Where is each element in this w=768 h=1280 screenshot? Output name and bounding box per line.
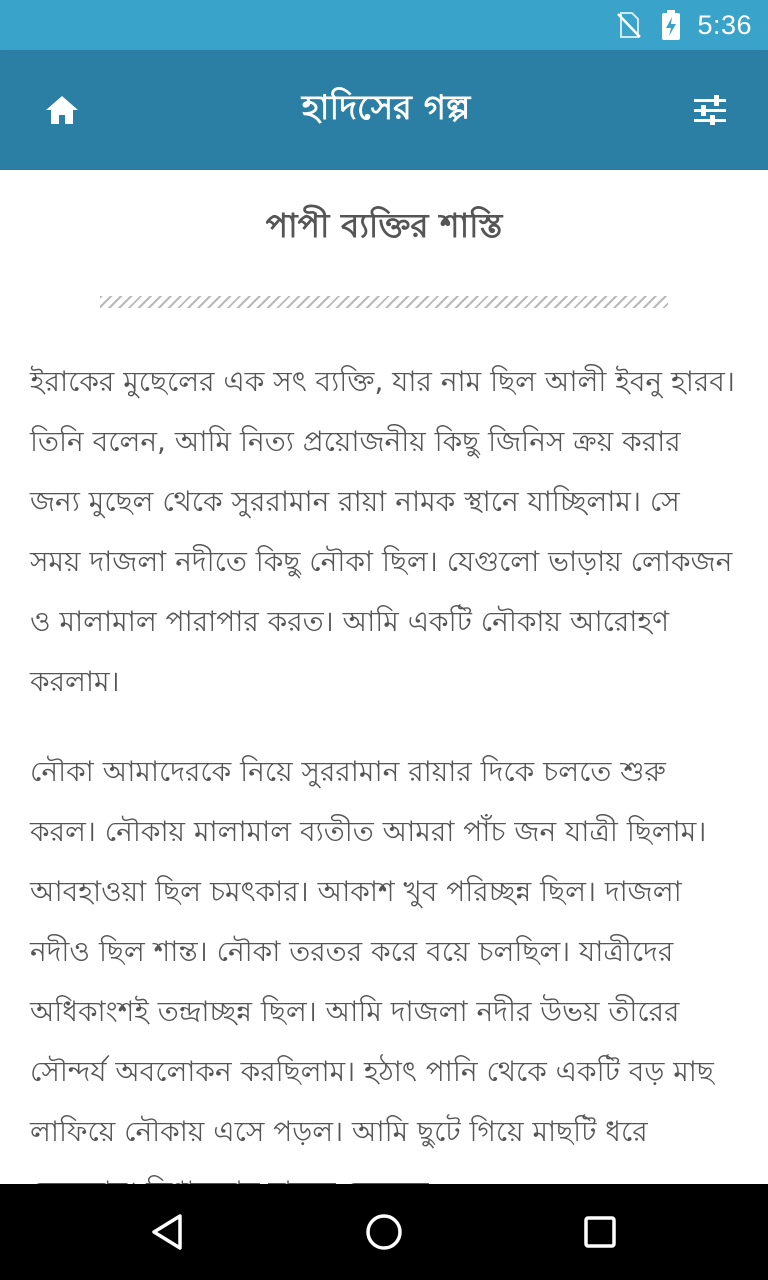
back-triangle-icon[interactable] bbox=[136, 1200, 200, 1264]
story-title: পাপী ব্যক্তির শাস্তি bbox=[265, 206, 503, 245]
app-bar bbox=[0, 50, 768, 170]
story-body bbox=[0, 308, 768, 1222]
home-icon[interactable] bbox=[40, 88, 84, 132]
app-title: হাদিসের গল্প bbox=[301, 87, 471, 128]
battery-charging-icon bbox=[657, 11, 685, 39]
no-sim-icon bbox=[615, 11, 643, 39]
story-paragraph: ইরাকের মুছেলের এক সৎ ব্যক্তি, যার নাম ছিল আলী ইবনু হারব। তিনি বলেন, আমি নিত্য প্রয়োজনীয় কিছু জিনিস ক্রয় করার জন্য মুছেল থেকে সুররামান রায়া নামক স্থানে যাচ্ছিলাম। সে সময় দাজলা নদীতে কিছু নৌকা ছিল। যেগুলো ভাড়ায় লোকজন ও মালামাল পারাপার করত। আমি একটি নৌকায় আরোহণ করলাম। bbox=[30, 365, 735, 698]
story-paragraph: নৌকা আমাদেরকে নিয়ে সুররামান রায়ার দিকে চলতে শুরু করল। নৌকায় মালামাল ব্যতীত আমরা পাঁচ জন যাত্রী ছিলাম। আবহাওয়া ছিল চমৎকার। আকাশ খুব পরিচ্ছন্ন ছিল। দাজলা নদীও ছিল শান্ত। নৌকা তরতর করে বয়ে চলছিল। যাত্রীদের অধিকাংশই তন্দ্রাচ্ছন্ন ছিল। আমি দাজলা নদীর উভয় তীরের সৌন্দর্য অবলোকন করছিলাম। হঠাৎ পানি থেকে একটি বড় মাছ লাফিয়ে নৌকায় এসে পড়ল। আমি ছুটে গিয়ে মাছটি ধরে bbox=[30, 755, 714, 1148]
story-content[interactable] bbox=[0, 170, 768, 1184]
system-nav-bar bbox=[0, 1184, 768, 1280]
status-bar bbox=[0, 0, 768, 50]
sliders-icon[interactable] bbox=[688, 88, 732, 132]
recents-square-icon[interactable] bbox=[568, 1200, 632, 1264]
title-divider bbox=[100, 296, 668, 308]
home-circle-icon[interactable] bbox=[352, 1200, 416, 1264]
status-time: 5:36 bbox=[697, 9, 752, 40]
